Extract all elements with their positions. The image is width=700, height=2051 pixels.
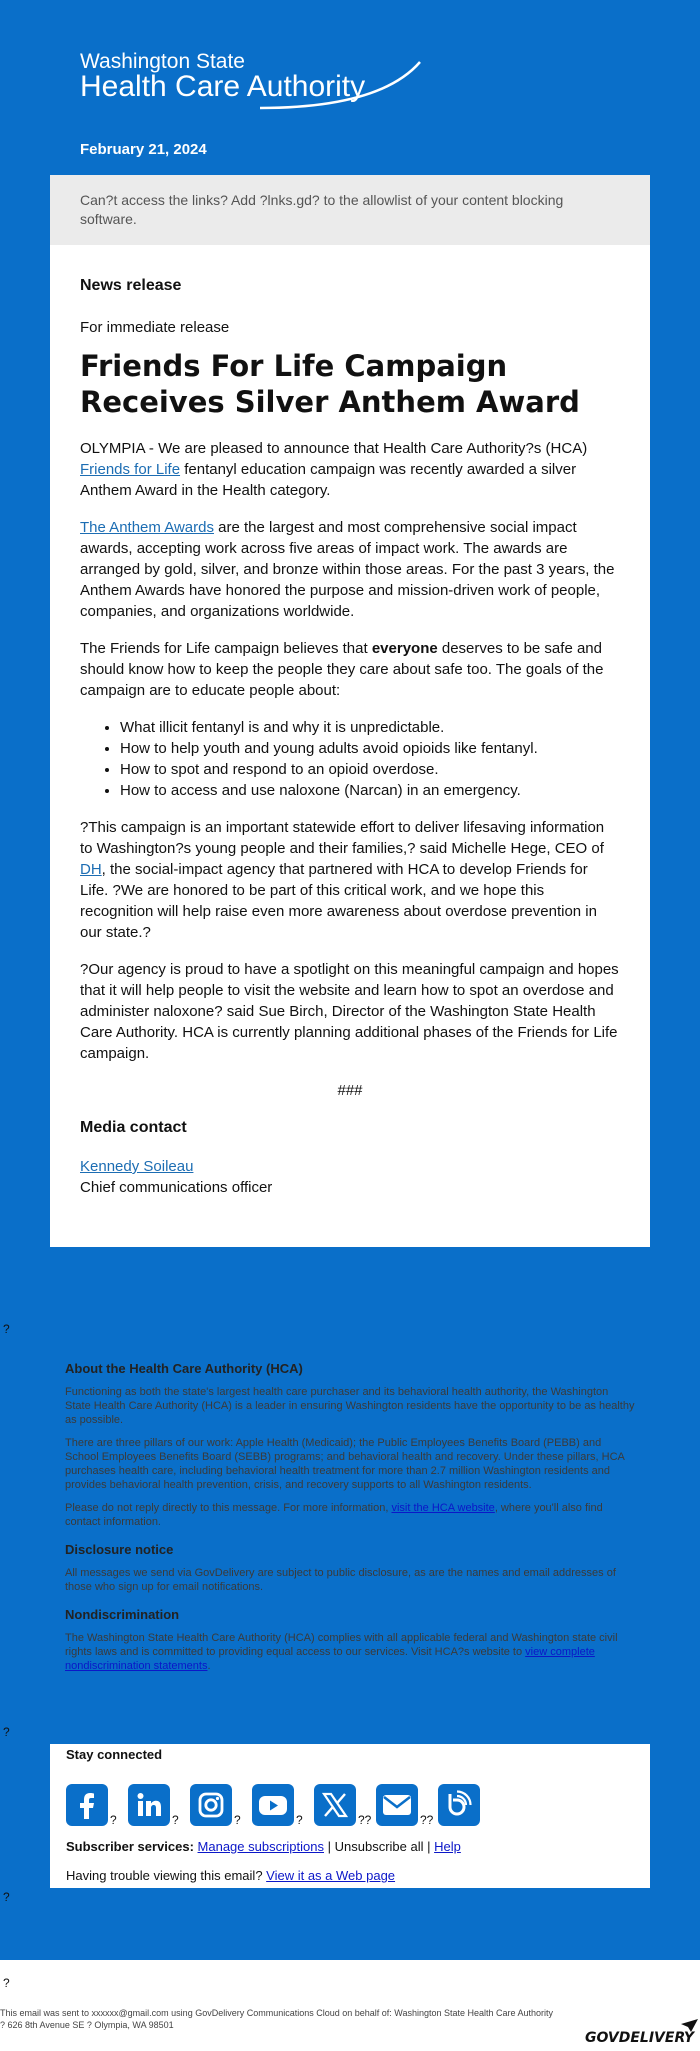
list-item: • How to spot and respond to an opioid overdose. [120,759,620,780]
list-item: • How to help youth and young adults avoid opioids like fentanyl. [120,738,620,759]
separator: ? [172,1813,179,1827]
media-contact-heading: Media contact [80,1119,187,1136]
hca-logo [80,50,440,112]
logo-line1: Washington State [80,50,245,73]
contact-title: Chief communications officer [80,1179,273,1196]
paragraph-3: The Friends for Life campaign believes that everyone deserves to be safe and should know how to keep the people they care about safe too. The goals of the campaign are to educate people about: [80,640,604,699]
govdelivery-logo [585,2018,700,2046]
immediate-release-label: For immediate release [80,319,230,336]
separator: ? [296,1813,303,1827]
end-marker: ### [337,1082,363,1099]
about-paragraph-1: Functioning as both the state's largest health care purchaser and its behavioral health authority, the Washington State Health Care Authority (HCA) is a leader in ensuring Washington residents have the opportunity to be as healthy as possible. [65,1386,635,1426]
linkedin-icon[interactable] [128,1784,170,1826]
paragraph-5: ?Our agency is proud to have a spotlight on this meaningful campaign and hopes that it will help people to visit the website and learn how to spot an overdose and administer naloxone? said Sue Birch, Director of the Washington State Health Care Authority. HCA is currently planning additional phases of the Friends for Life campaign. [80,961,619,1062]
stay-connected-section [50,1744,650,1888]
youtube-icon[interactable] [252,1784,294,1826]
placeholder-glyph: ? [3,1725,10,1739]
hca-website-link[interactable]: visit the HCA website [391,1502,495,1514]
x-icon[interactable] [314,1784,356,1826]
friends-for-life-link[interactable]: Friends for Life [80,461,181,478]
placeholder-glyph: ? [3,1322,10,1336]
allowlist-notice: Can?t access the links? Add ?lnks.gd? to the allowlist of your content blocking software. [50,175,650,245]
separator: ?? [358,1813,372,1827]
separator: ? [234,1813,241,1827]
list-item: • What illicit fentanyl is and why it is unpredictable. [120,717,620,738]
manage-subscriptions-link[interactable]: Manage subscriptions [197,1839,324,1854]
svg-text:GOVDELIVERY: GOVDELIVERY [585,2030,695,2046]
about-paragraph-2: There are three pillars of our work: Apple Health (Medicaid); the Public Employees Benefits Board (PEBB) and School Employees Benefits Board (SEBB) programs; and behavioral health and recovery. Under these pillars, HCA purchases health care, including behavioral health treatment for more than 2.7 million Washington residents and provides behavioral health prevention, crisis, and recovery supports to all Washington residents. [65,1437,625,1491]
email-icon[interactable] [376,1784,418,1826]
placeholder-glyph: ? [3,1976,10,1990]
news-release-label: News release [80,277,182,294]
nondiscrimination-link[interactable]: view complete nondiscrimination statements [65,1646,595,1672]
about-heading: About the Health Care Authority (HCA) [65,1361,303,1376]
about-section [65,1362,635,1682]
unsubscribe-all[interactable]: Unsubscribe all [334,1839,424,1854]
help-link[interactable]: Help [434,1839,461,1854]
placeholder-glyph: ? [3,1890,10,1904]
article-card [50,175,650,1247]
nondiscrimination-paragraph: The Washington State Health Care Authority (HCA) complies with all applicable federal and Washington state civil rights laws and is committed to providing equal access to our services. Visit HCA?s website to view complete nondiscrimination statements. [65,1632,618,1672]
release-date: February 21, 2024 [80,141,207,158]
separator: ?? [420,1813,434,1827]
contact-name-link[interactable]: Kennedy Soileau [80,1158,194,1175]
paragraph-1: OLYMPIA - We are pleased to announce that Health Care Authority?s (HCA) Friends for Life fentanyl education campaign was recently awarded a silver Anthem Award in the Health category. [80,440,588,499]
disclosure-heading: Disclosure notice [65,1542,174,1557]
sent-to-notice: This email was sent to xxxxxx@gmail.com using GovDelivery Communications Cloud on behalf of: Washington State Health Care Authority ? 626 8th Avenue SE ? Olympia, WA 98501 [0,2008,554,2030]
instagram-icon[interactable] [190,1784,232,1826]
list-item: • How to access and use naloxone (Narcan) in an emergency. [120,780,620,801]
goals-list [80,717,620,801]
article-title: Friends For Life Campaign Receives Silver Anthem Award [80,349,580,419]
paragraph-4: ?This campaign is an important statewide effort to deliver lifesaving information to Washington?s young people and their families,? said Michelle Hege, CEO of DH, the social-impact agency that partnered with HCA to develop Friends for Life. ?We are honored to be part of this critical work, and we hope this recognition will help raise even more awareness about overdose prevention in our state.? [80,819,605,941]
anthem-awards-link[interactable]: The Anthem Awards [80,519,214,536]
web-page-link[interactable]: View it as a Web page [266,1868,396,1883]
blog-icon[interactable] [438,1784,480,1826]
paragraph-2: The Anthem Awards are the largest and most comprehensive social impact awards, accepting work across five areas of impact work. The awards are arranged by gold, silver, and bronze within those areas. For the past 3 years, the Anthem Awards have honored the purpose and mission-driven work of people, companies, and organizations worldwide. [80,519,615,620]
stay-connected-heading: Stay connected [66,1747,163,1762]
disclosure-paragraph: All messages we send via GovDelivery are subject to public disclosure, as are the names and email addresses of those who sign up for email notifications. [65,1567,616,1593]
trouble-viewing: Having trouble viewing this email? View it as a Web page [66,1868,396,1883]
nondiscrimination-heading: Nondiscrimination [65,1607,180,1622]
separator: ? [110,1813,117,1827]
subscriber-services: Subscriber services: Manage subscriptions | Unsubscribe all | Help [66,1839,461,1854]
facebook-icon[interactable] [66,1784,108,1826]
social-icons [66,1776,480,1826]
about-paragraph-3: Please do not reply directly to this message. For more information, visit the HCA website, where you'll also find contact information. [65,1502,603,1528]
logo-line2: Health Care Authority [80,70,366,103]
dh-link[interactable]: DH [80,861,102,878]
